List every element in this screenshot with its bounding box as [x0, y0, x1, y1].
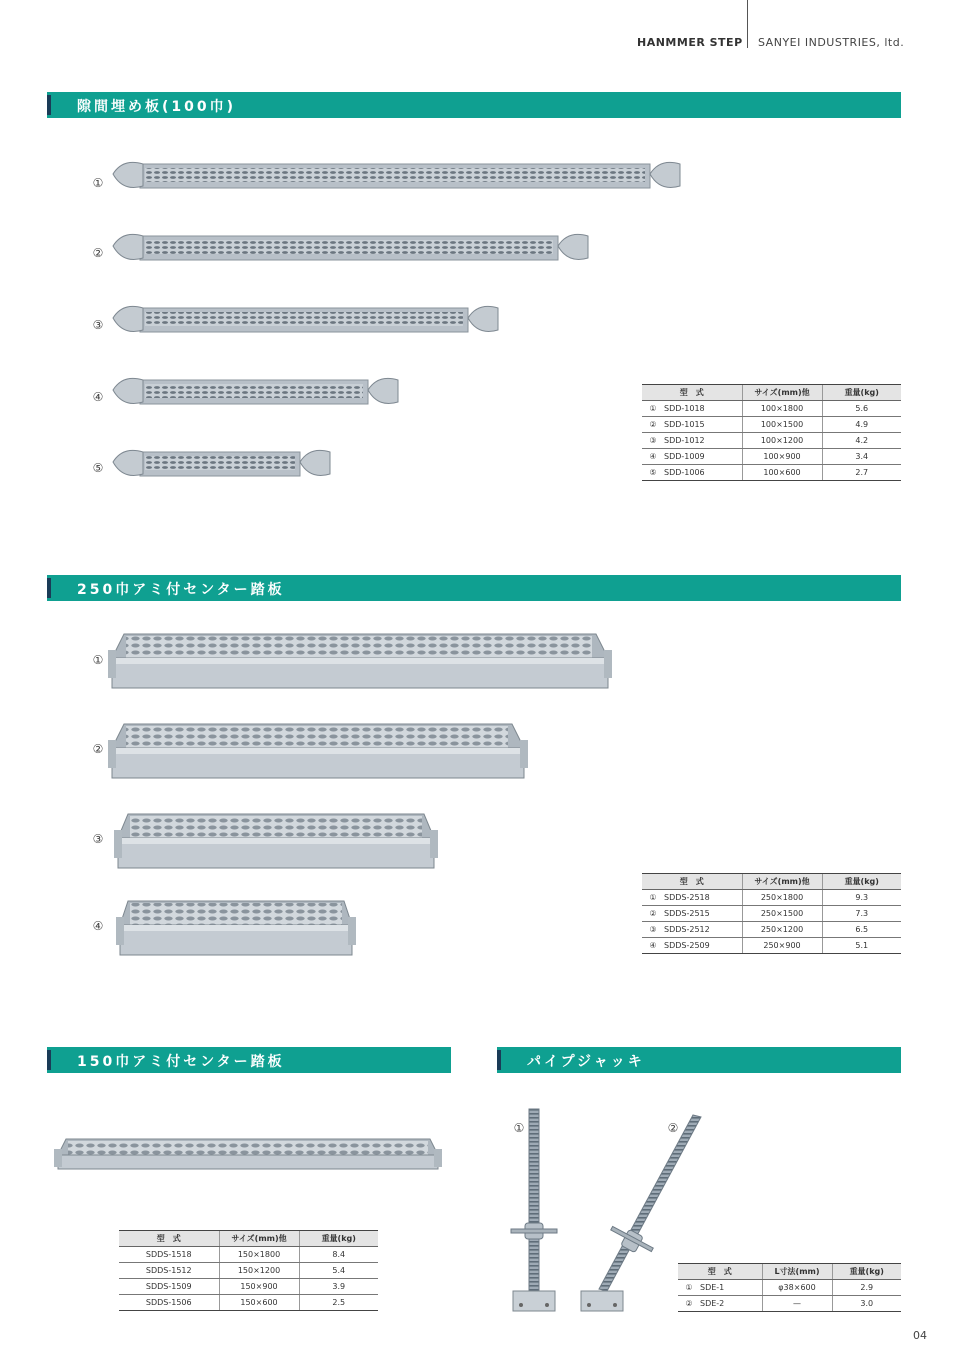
model-cell: SDDS-2509: [664, 941, 710, 950]
model-cell: SDDS-2515: [664, 909, 710, 918]
table-header: 重量(kg): [832, 1264, 901, 1280]
section-bar-150-plank: [47, 1047, 451, 1073]
table-row: [678, 1296, 901, 1312]
weight-cell: 5.6: [822, 401, 901, 417]
table-row: [119, 1263, 378, 1279]
size-cell: 150×1200: [219, 1263, 299, 1279]
size-cell: 250×1200: [742, 922, 822, 938]
pipe-jack-1: [511, 1109, 557, 1311]
table-row: [642, 401, 901, 417]
size-cell: 100×1500: [742, 417, 822, 433]
model-cell: SDD-1015: [664, 420, 705, 429]
row-number: ①: [649, 404, 657, 413]
table-row: [642, 890, 901, 906]
section-bar-pipe-jack: [497, 1047, 901, 1073]
item-label: ①: [92, 653, 104, 667]
header-brand: HANMMER STEP: [637, 36, 743, 49]
gap-board-illustration: [105, 150, 695, 500]
section-title: パイプジャッキ: [527, 1054, 645, 1070]
item-label: ①: [513, 1121, 525, 1135]
mesh-plank-4: [116, 901, 356, 955]
model-cell: SDE-1: [700, 1283, 725, 1292]
table-row: [642, 417, 901, 433]
section-title: 隙間埋め板(100巾): [77, 99, 237, 115]
size-cell: 150×600: [219, 1295, 299, 1311]
weight-cell: 4.2: [822, 433, 901, 449]
table-header: 重量(kg): [822, 874, 901, 890]
table-header: 重量(kg): [822, 385, 901, 401]
weight-cell: 3.9: [299, 1279, 378, 1295]
size-cell: 100×1800: [742, 401, 822, 417]
gap-board-1: [113, 162, 680, 188]
item-label: ④: [92, 919, 104, 933]
weight-cell: 9.3: [822, 890, 901, 906]
row-number: ③: [649, 436, 657, 445]
size-cell: —: [762, 1296, 832, 1312]
table-row: [642, 433, 901, 449]
row-number: ①: [685, 1283, 693, 1292]
model-cell: SDDS-1506: [119, 1295, 219, 1311]
size-cell: 250×1500: [742, 906, 822, 922]
mesh-plank-2: [108, 724, 528, 778]
table-header: サイズ(mm)他: [742, 385, 822, 401]
table-header: L寸法(mm): [762, 1264, 832, 1280]
size-cell: 250×1800: [742, 890, 822, 906]
model-cell: SDD-1018: [664, 404, 705, 413]
table-row: [119, 1247, 378, 1263]
model-cell: SDD-1009: [664, 452, 705, 461]
section-bar-mark: [47, 578, 51, 598]
spec-table-250-plank: [642, 873, 901, 954]
section-title: 250巾アミ付センター踏板: [77, 582, 285, 598]
table-row: [642, 938, 901, 954]
header-company: SANYEI INDUSTRIES, ltd.: [758, 36, 905, 49]
section-bar-mark: [47, 1050, 51, 1070]
table-row: [642, 906, 901, 922]
weight-cell: 2.5: [299, 1295, 378, 1311]
table-row: [119, 1295, 378, 1311]
size-cell: 100×900: [742, 449, 822, 465]
table-header: 型 式: [642, 874, 742, 890]
model-cell: SDDS-2518: [664, 893, 710, 902]
mesh-plank-1: [108, 634, 612, 688]
weight-cell: 3.0: [832, 1296, 901, 1312]
spec-table-pipe-jack: [678, 1263, 901, 1312]
mesh-plank-illustration: [108, 628, 620, 963]
row-number: ②: [649, 909, 657, 918]
section-bar-250-plank: [47, 575, 901, 601]
item-label: ③: [92, 832, 104, 846]
model-cell: SDE-2: [700, 1299, 725, 1308]
size-cell: 250×900: [742, 938, 822, 954]
item-label: ①: [92, 176, 104, 190]
row-number: ①: [649, 893, 657, 902]
weight-cell: 2.7: [822, 465, 901, 481]
table-header: 型 式: [678, 1264, 762, 1280]
size-cell: 100×600: [742, 465, 822, 481]
table-header: サイズ(mm)他: [219, 1231, 299, 1247]
table-header: サイズ(mm)他: [742, 874, 822, 890]
table-header: 型 式: [642, 385, 742, 401]
gap-board-2: [113, 234, 588, 260]
page-number: 04: [913, 1329, 927, 1342]
gap-board-3: [113, 306, 498, 332]
item-label: ⑤: [92, 461, 104, 475]
weight-cell: 7.3: [822, 906, 901, 922]
item-label: ②: [92, 742, 104, 756]
spec-table-gap-board: [642, 384, 901, 481]
table-header: 重量(kg): [299, 1231, 378, 1247]
section-bar-mark: [47, 95, 51, 115]
table-header: 型 式: [119, 1231, 219, 1247]
section-bar-gap-board: [47, 92, 901, 118]
model-cell: SDDS-1512: [119, 1263, 219, 1279]
row-number: ②: [649, 420, 657, 429]
item-label: ④: [92, 390, 104, 404]
size-cell: 150×900: [219, 1279, 299, 1295]
row-number: ③: [649, 925, 657, 934]
table-row: [642, 449, 901, 465]
spec-table-150-plank: [119, 1230, 378, 1311]
row-number: ④: [649, 941, 657, 950]
model-cell: SDD-1012: [664, 436, 705, 445]
mesh-plank-150-illustration: [52, 1135, 444, 1177]
pipe-jack-illustration: [505, 1105, 705, 1315]
row-number: ②: [685, 1299, 693, 1308]
mesh-plank-3: [114, 814, 438, 868]
header-divider: [747, 0, 748, 48]
weight-cell: 8.4: [299, 1247, 378, 1263]
row-number: ④: [649, 452, 657, 461]
weight-cell: 5.1: [822, 938, 901, 954]
weight-cell: 3.4: [822, 449, 901, 465]
weight-cell: 5.4: [299, 1263, 378, 1279]
table-row: [678, 1280, 901, 1296]
item-label: ③: [92, 318, 104, 332]
section-title: 150巾アミ付センター踏板: [77, 1054, 285, 1070]
table-row: [119, 1279, 378, 1295]
weight-cell: 6.5: [822, 922, 901, 938]
item-label: ②: [667, 1121, 679, 1135]
weight-cell: 4.9: [822, 417, 901, 433]
model-cell: SDDS-2512: [664, 925, 710, 934]
size-cell: 100×1200: [742, 433, 822, 449]
gap-board-4: [113, 378, 398, 404]
item-label: ②: [92, 246, 104, 260]
table-row: [642, 465, 901, 481]
model-cell: SDDS-1518: [119, 1247, 219, 1263]
size-cell: 150×1800: [219, 1247, 299, 1263]
gap-board-5: [113, 450, 330, 476]
model-cell: SDDS-1509: [119, 1279, 219, 1295]
model-cell: SDD-1006: [664, 468, 705, 477]
size-cell: φ38×600: [762, 1280, 832, 1296]
weight-cell: 2.9: [832, 1280, 901, 1296]
table-row: [642, 922, 901, 938]
section-bar-mark: [497, 1050, 501, 1070]
row-number: ⑤: [649, 468, 657, 477]
